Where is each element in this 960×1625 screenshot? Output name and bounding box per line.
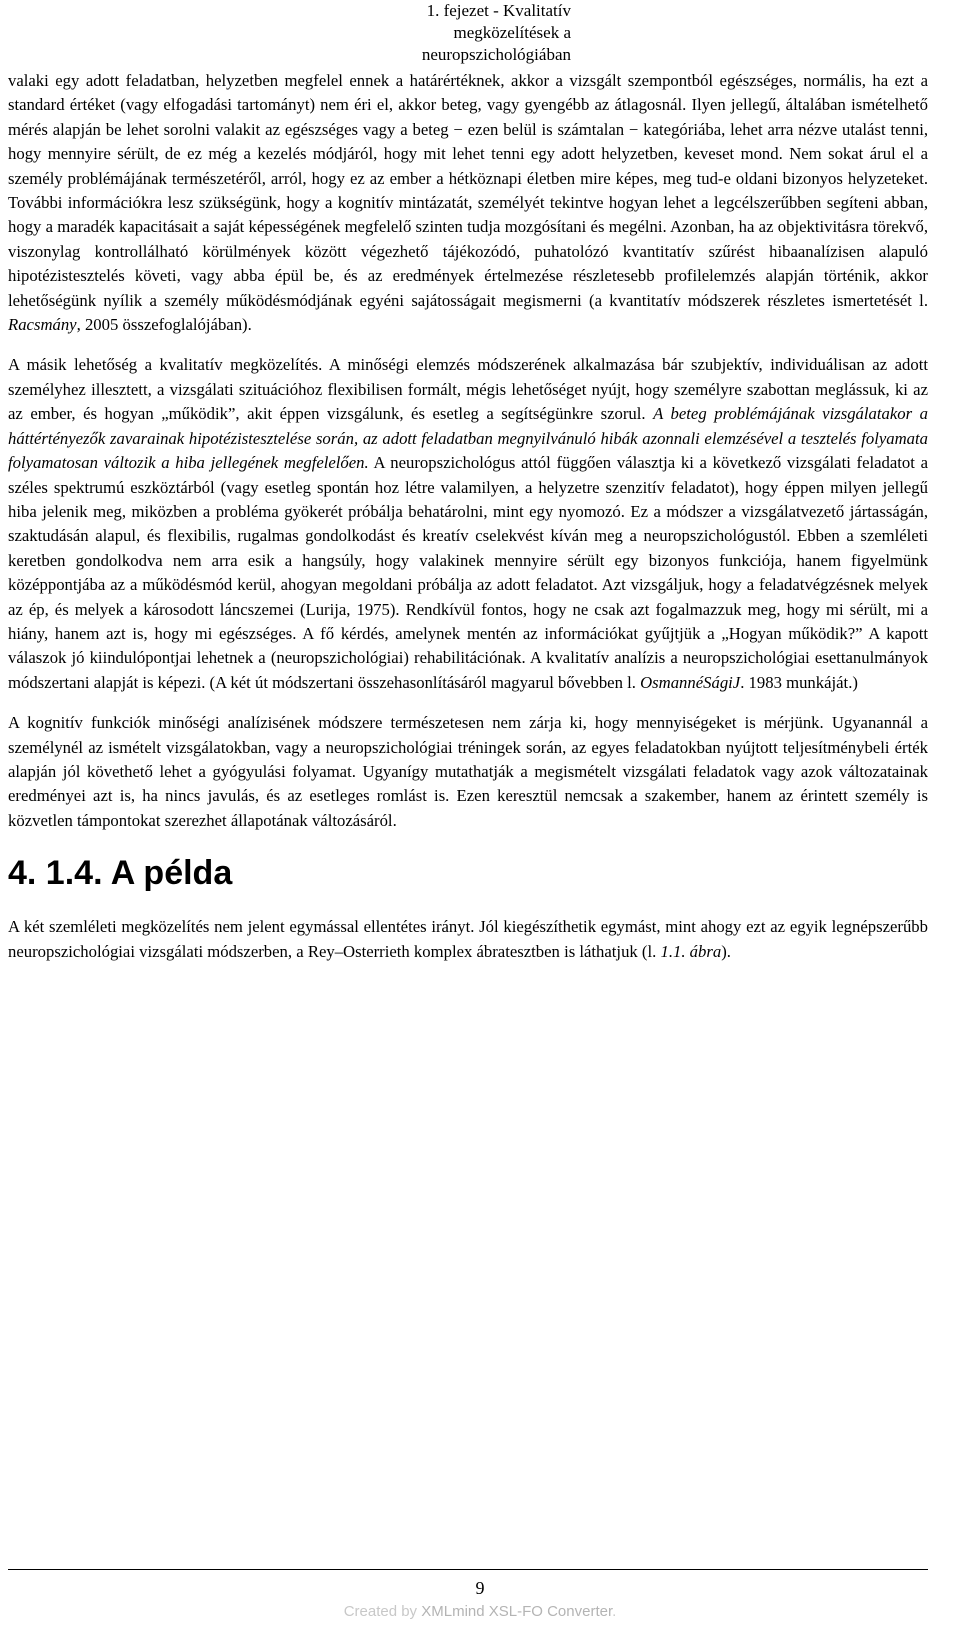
credit-suffix: . [612, 1603, 617, 1620]
chapter-title-line-1: 1. fejezet - Kvalitatív [426, 1, 571, 20]
chapter-title-line-3: neuropszichológiában [421, 45, 571, 64]
page-number: 9 [475, 1578, 485, 1598]
paragraph-text: A két szemléleti megközelítés nem jelent egymással ellentétes irányt. Jól kiegészíthetik egymást, mint ahogy ezt az egyik legnépszerűbb neuropszichológiai vizsgálati módszerben, a Rey–Osterrieth komplex ábratesztben is láthatjuk (l. [8, 917, 928, 961]
emphasized-text: A beteg problémájának vizsgálatakor a háttértényezők zavarainak hipotézistesztelése során, az adott feladatban megnyilvánuló hibák azonnali elemzésével a tesztelés folyamata folyamatosan változik a hiba jellegének megfelelően. [8, 404, 928, 473]
citation-author: Racsmány [8, 315, 77, 335]
running-header [271, 0, 571, 66]
figure-reference: 1.1. ábra [660, 941, 722, 961]
paragraph-quantitative-approach [8, 69, 928, 337]
paragraph-text: . 1983 munkáját.) [740, 672, 858, 692]
credit-prefix: Created by [343, 1603, 422, 1620]
paragraph-text: A neuropszichológus attól függően választja ki a következő vizsgálati feladatot a széles spektrumú eszköztárból (vagy esetleg spontán hoz létre valamilyen, a helyzetre szenzitív feladatot), hogy éppen milyen jellegű hiba jelenik meg, miközben a probléma gyökerét próbálja behatárolni, mint egy nyomozó. Ez a módszer a vizsgálatvezető jártasságán, szaktudásán alapul, és flexibilis, rugalmas gondolkodást és kreatív cselekvést kíván meg a neuropszichológustól. Ebben a szemléleti keretben gondolkodva nem arra esik a hangsúly, hogy valakinek mennyire sérült egy bizonyos funkciója, hanem figyelmünk középpontjába az a működésmód kerül, ahogyan megoldani próbálja az adott feladatot. Azt vizsgáljuk, hogy a feladatvégzésnek melyek az ép, és melyek a károsodott láncszemei (Lurija, 1975). Rendkívül fontos, hogy ne csak azt fogalmazzuk meg, hogy mi sérült, mi a hiány, hanem azt is, hogy mi egészséges. A fő kérdés, amelynek mentén az információkat gyűjtjük a „Hogyan működik?” A kapott válaszok jó kiindulópontjai lehetnek a (neuropszichológiai) rehabilitációnak. A kvalitatív analízis a neuropszichológiai esettanulmányok módszertani alapját is képezi. (A két út módszertani összehasonlításáról magyarul bővebben l. [8, 453, 928, 692]
page-body [8, 69, 928, 964]
paragraph-text: valaki egy adott feladatban, helyzetben megfelel ennek a határértéknek, akkor a vizsgált szempontból egészséges, normális, ha ezt a standard értéket (vagy elfogadási tartományt) nem éri el, akkor beteg, vagy gyengébb az átlagosnál. Ilyen jellegű, általában ismételhető mérés alapján be lehet sorolni valakit az egészséges vagy a beteg − ezen belül is számtalan − kategóriába, lehet arra nézve utalást tenni, hogy mennyire sérült, de ez még a kezelés módjáról, hogy mit lehet tenni egy adott helyzetben, keveset mond. Nem sokat árul el a személy problémájának természetéről, arról, hogy ez az ember a hétköznapi életben mire képes, meg tud-e oldani bizonyos helyzeteket. További információkra lesz szükségünk, hogy a kognitív mintázatát, személyét tekintve hogyan lehet a legcélszerűbben segíteni abban, hogy a maradék kapacitásait a saját képességének megfelelő szinten tudja mozgósítani és megélni. Azonban, ha az objektivitásra törekvő, viszonylag kontrollálható körülmények között végezhető tájékozódó, puhatolózó kvantitatív szűrést hibaanalízisen alapuló hipotézistesztelés követi, vagy abba épül be, és az eredmények értelmezése részletesebb profilelemzés alapján történik, akkor lehetőségünk nyílik a személy működésmódjának egyéni sajátosságait megismerni (a kvantitatív módszerek részletes ismertetését l. [8, 71, 928, 310]
paragraph-text: , 2005 összefoglalójában). [76, 315, 252, 335]
citation-author: OsmannéSágiJ [640, 672, 741, 692]
chapter-title-line-2: megközelítések a [453, 23, 571, 42]
paragraph-example [8, 915, 928, 964]
generator-credit [0, 1602, 960, 1622]
footer-divider [8, 1569, 928, 1570]
section-heading: 4. 1.4. A példa [8, 854, 233, 893]
paragraph-qualitative-approach [8, 353, 928, 695]
paragraph-text: A másik lehetőség a kvalitatív megközelítés. A minőségi elemzés módszerének alkalmazása bár szubjektív, individuálisan az adott személyhez illesztett, a vizsgálati szituációhoz flexibilisen formált, mégis lehetőséget nyújt, hogy személyre szabottan meglássuk, ki az az ember, és hogyan „működik”, akit éppen vizsgálunk, és esetleg a segítségünkre szorul. [8, 355, 928, 424]
credit-product-link[interactable]: XMLmind XSL-FO Converter [421, 1603, 613, 1620]
paragraph-quantity-measurement: A kognitív funkciók minőségi analízisének módszere természetesen nem zárja ki, hogy mennyiségeket is mérjünk. Ugyanannál a személynél az ismételt vizsgálatokban, vagy a neuropszichológiai tréningek során, az egyes feladatokban nyújtott teljesítménybeli érték alapján jól követhető lehet a gyógyulási folyamat. Ugyanígy mutathatják a megismételt vizsgálati feladatok vagy azok változatainak eredményei azt is, ha nincs javulás, és az esetleges romlást is. Ezen keresztül nemcsak a szakember, hanem az érintett személy is közvetlen támpontokat szerezhet állapotának változásáról. [8, 713, 928, 830]
paragraph-text: ). [721, 941, 731, 961]
